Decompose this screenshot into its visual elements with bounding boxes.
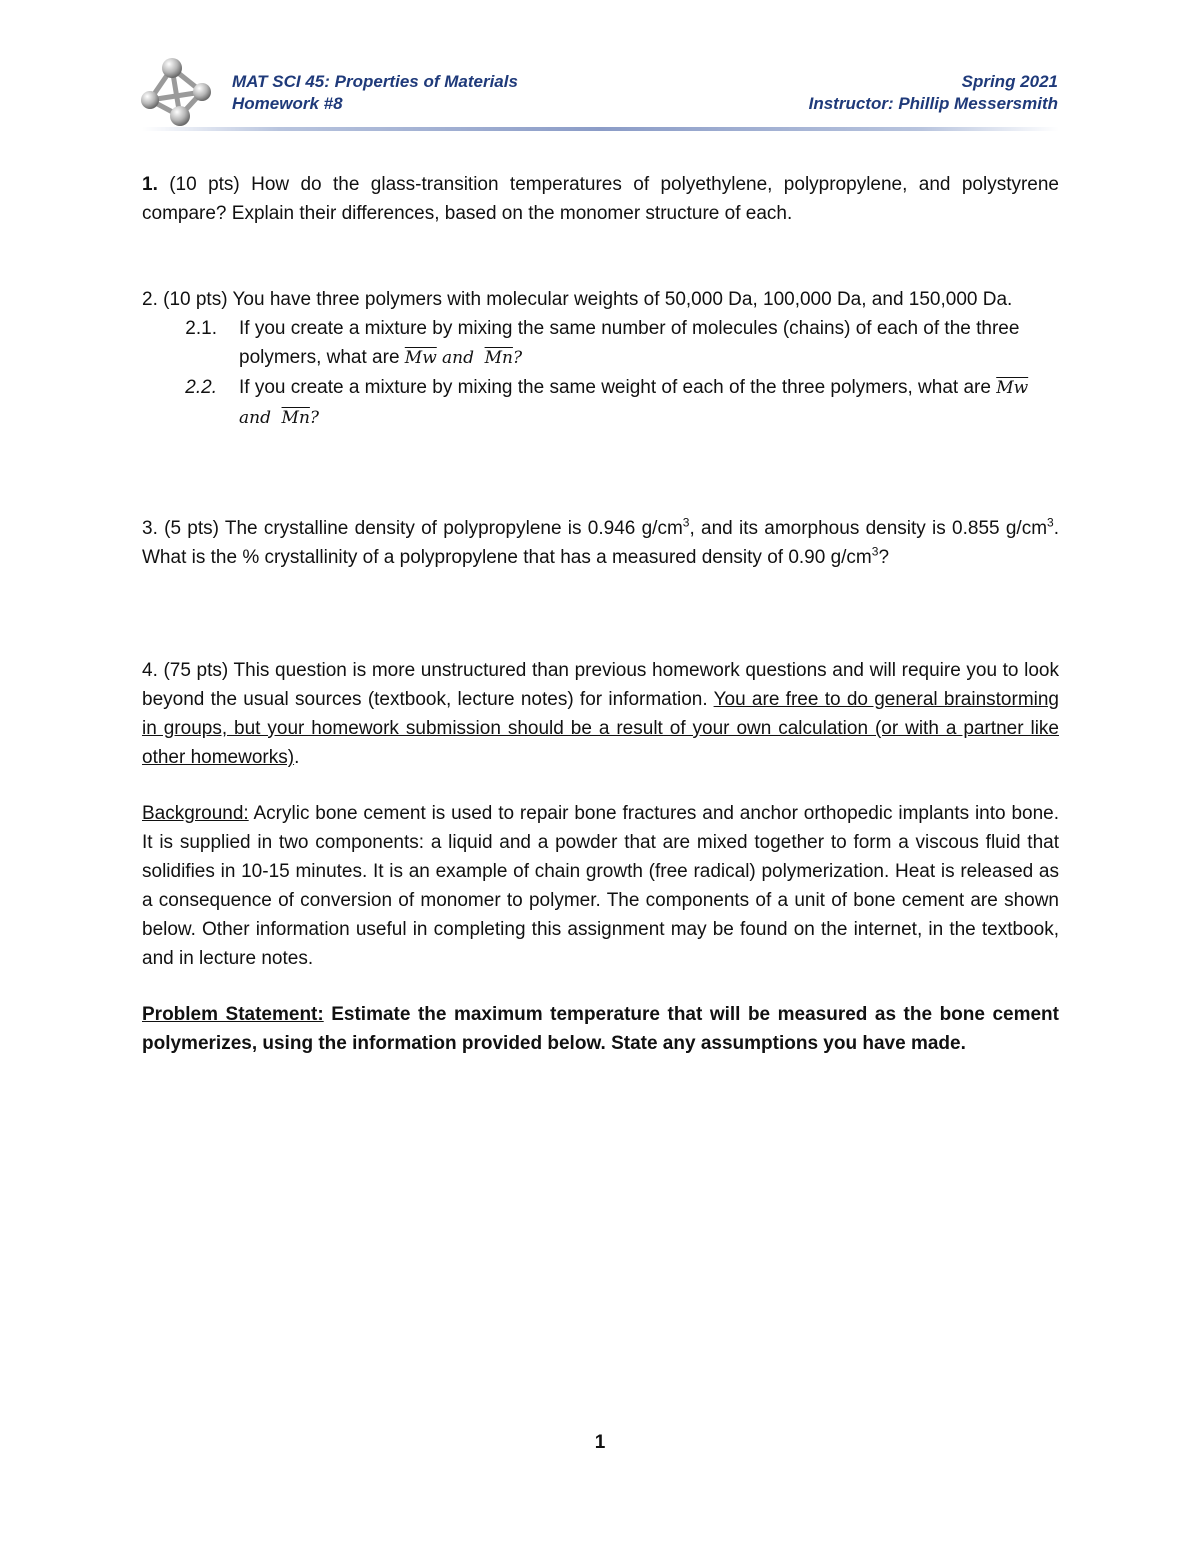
question-2-2-number: 2.2. bbox=[185, 377, 217, 398]
question-2-2 bbox=[142, 373, 1059, 433]
superscript: 3 bbox=[871, 544, 879, 559]
period: . bbox=[294, 747, 300, 768]
mn-symbol: $\overline{Mn}$ bbox=[281, 408, 310, 428]
problem-statement-text: Estimate the maximum temperature that will be measured as the bone cement polymerizes, using the information provided below. State any assumptions you have made. bbox=[142, 1004, 1059, 1054]
term-label: Spring 2021 bbox=[961, 72, 1058, 91]
and-word: and bbox=[442, 348, 475, 368]
question-2-text: 2. (10 pts) You have three polymers with molecular weights of 50,000 Da, 100,000 Da, and 150,000 Da. bbox=[142, 289, 1013, 310]
question-3-text-d: ? bbox=[878, 547, 890, 568]
question-3-text-b: , and its amorphous density is 0.855 g/cm bbox=[689, 518, 1048, 539]
background-label: Background: bbox=[142, 803, 249, 824]
question-1-text: (10 pts) How do the glass-transition temperatures of polyethylene, polypropylene, and polystyrene compare? Explain their differences, based on the monomer structure of each. bbox=[142, 174, 1059, 224]
question-4-intro: 4. (75 pts) This question is more unstructured than previous homework questions and will require you to look beyond the usual sources (textbook, lecture notes) for information. bbox=[142, 660, 1059, 710]
superscript: 3 bbox=[682, 515, 690, 530]
mw-symbol: $\overline{Mw}$ bbox=[404, 348, 437, 368]
question-2 bbox=[142, 285, 1059, 433]
question-1-number: 1. bbox=[142, 174, 158, 195]
question-3-text-c: . What is the % crystallinity of a polypropylene that has a measured density of 0.90 g/cm bbox=[142, 518, 1060, 568]
mw-symbol: $\overline{Mw}$ bbox=[996, 378, 1029, 398]
homework-title: Homework #8 bbox=[232, 94, 343, 113]
page-number: 1 bbox=[594, 1432, 606, 1453]
question-mark: ? bbox=[309, 408, 320, 428]
question-3-text-a: 3. (5 pts) The crystalline density of polypropylene is 0.946 g/cm bbox=[142, 518, 683, 539]
and-word: and bbox=[239, 408, 271, 428]
header-divider bbox=[142, 127, 1059, 131]
question-1 bbox=[142, 170, 1059, 228]
course-title: MAT SCI 45: Properties of Materials bbox=[232, 72, 518, 91]
question-2-2-text: If you create a mixture by mixing the same weight of each of the three polymers, what are bbox=[239, 377, 997, 398]
superscript: 3 bbox=[1047, 515, 1054, 530]
mn-symbol: $\overline{Mn}$ bbox=[484, 348, 513, 368]
background-text: Acrylic bone cement is used to repair bone fractures and anchor orthopedic implants into bone. It is supplied in two components: a liquid and a powder that are mixed together to form a viscous fluid that solidifies in 10-15 minutes. It is an example of chain growth (free radical) polymerization. Heat is released as a consequence of conversion of monomer to polymer. The components of a unit of bone cement are shown below. Other information useful in completing this assignment may be found on the internet, in the textbook, and in lecture notes. bbox=[142, 803, 1059, 969]
molecule-logo-icon bbox=[138, 56, 214, 128]
question-mark: ? bbox=[512, 348, 523, 368]
question-2-1-text: If you create a mixture by mixing the same number of molecules (chains) of each of the three polymers, what are bbox=[239, 318, 1020, 368]
instructor-label: Instructor: Phillip Messersmith bbox=[808, 94, 1058, 113]
question-4 bbox=[142, 656, 1059, 1058]
header-left bbox=[232, 71, 518, 115]
question-2-1-number: 2.1. bbox=[185, 318, 217, 339]
question-2-1 bbox=[142, 314, 1059, 373]
problem-statement-label: Problem Statement: bbox=[142, 1004, 324, 1025]
question-4-collaboration-note: You are free to do general brainstorming in groups, but your homework submission should be a result of your own calculation (or with a partner like other homeworks) bbox=[142, 689, 1060, 768]
header-right bbox=[809, 71, 1058, 115]
question-3 bbox=[142, 514, 1059, 572]
